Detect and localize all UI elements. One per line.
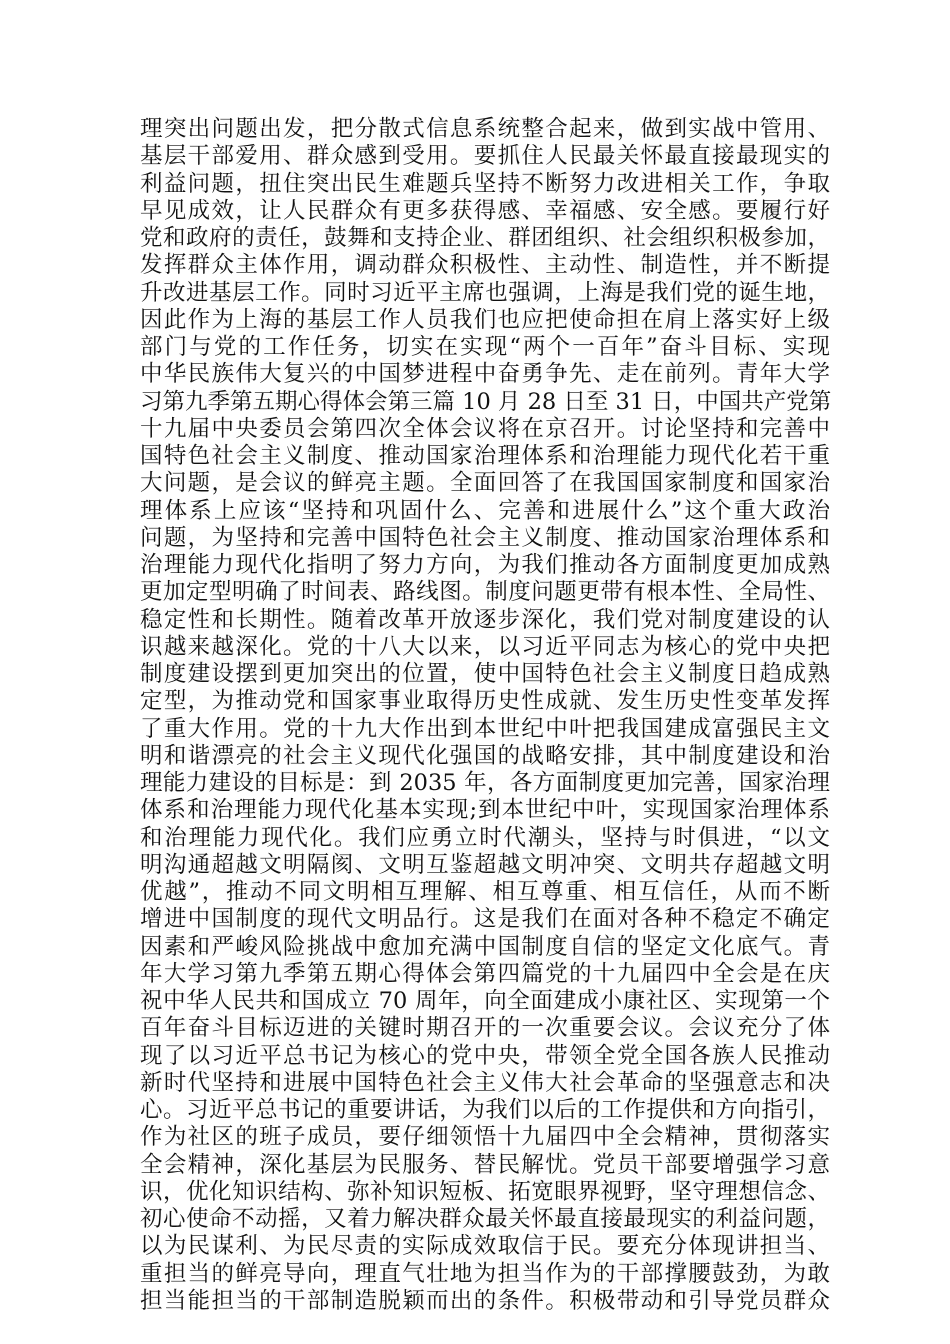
text-line: 基层干部爱用、群众感到受用。要抓住人民最关怀最直接最现实的: [140, 143, 830, 170]
text-line: 制度建设摆到更加突出的位置，使中国特色社会主义制度日趋成熟: [140, 661, 830, 687]
text-line: 国特色社会主义制度、推动国家治理体系和治理能力现代化若干重: [140, 443, 830, 469]
text-line: 识，优化知识结构、弥补知识短板、拓宽眼界视野，坚守理想信念、: [140, 1178, 830, 1205]
text-line: 问题，为坚持和完善中国特色社会主义制度、推动国家治理体系和: [140, 524, 830, 551]
text-line: 明和谐漂亮的社会主义现代化强国的战略安排，其中制度建设和治: [140, 742, 830, 769]
text-line: 更加定型明确了时间表、路线图。制度问题更带有根本性、全局性、: [140, 579, 830, 606]
text-line: 稳定性和长期性。随着改革开放逐步深化，我们党对制度建设的认: [140, 606, 830, 633]
text-line: 全会精神，深化基层为民服务、替民解忧。党员干部要增强学习意: [140, 1151, 830, 1178]
text-line: 以为民谋利、为民尽责的实际成效取信于民。要充分体现讲担当、: [140, 1233, 830, 1260]
text-line: 治理能力现代化指明了努力方向，为我们推动各方面制度更加成熟: [140, 552, 830, 578]
text-line: 现了以习近平总书记为核心的党中央，带领全党全国各族人民推动: [140, 1042, 830, 1069]
text-line: 理突出问题出发，把分散式信息系统整合起来，做到实战中管用、: [140, 116, 830, 142]
text-line: 年大学习第九季第五期心得体会第四篇党的十九届四中全会是在庆: [140, 960, 830, 987]
text-line: 体系和治理能力现代化基本实现;到本世纪中叶，实现国家治理体系: [140, 797, 830, 824]
text-line: 因素和严峻风险挑战中愈加充满中国制度自信的坚定文化底气。青: [140, 933, 830, 960]
text-line: 因此作为上海的基层工作人员我们也应把使命担在肩上落实好上级: [140, 306, 830, 333]
text-line: 增进中国制度的现代文明品行。这是我们在面对各种不稳定不确定: [140, 906, 830, 933]
text-line: 心。习近平总书记的重要讲话，为我们以后的工作提供和方向指引，: [140, 1097, 830, 1123]
text-line: 祝中华人民共和国成立 70 周年，向全面建成小康社区、实现第一个: [140, 988, 830, 1014]
text-line: 部门与党的工作任务，切实在实现“两个一百年”奋斗目标、实现: [140, 334, 830, 360]
text-line: 了重大作用。党的十九大作出到本世纪中叶把我国建成富强民主文: [140, 715, 830, 742]
body-text: [140, 116, 830, 1315]
text-line: 优越”，推动不同文明相互理解、相互尊重、相互信任，从而不断: [140, 879, 830, 905]
text-line: 利益问题，扭住突出民生难题兵坚持不断努力改进相关工作，争取: [140, 170, 830, 197]
text-line: 作为社区的班子成员，要仔细领悟十九届四中全会精神，贯彻落实: [140, 1124, 830, 1151]
text-line: 早见成效，让人民群众有更多获得感、幸福感、安全感。要履行好: [140, 197, 830, 224]
text-line: 明沟通超越文明隔阂、文明互鉴超越文明冲突、文明共存超越文明: [140, 851, 830, 878]
text-line: 担当能担当的干部制造脱颖而出的条件。积极带动和引导党员群众: [140, 1287, 830, 1314]
text-line: 重担当的鲜亮导向，理直气壮地为担当作为的干部撑腰鼓劲，为敢: [140, 1260, 830, 1287]
text-line: 初心使命不动摇，又着力解决群众最关怀最直接最现实的利益问题，: [140, 1206, 830, 1232]
text-line: 百年奋斗目标迈进的关键时期召开的一次重要会议。会议充分了体: [140, 1015, 830, 1042]
text-line: 和治理能力现代化。我们应勇立时代潮头，坚持与时俱进，“以文: [140, 824, 830, 851]
text-line: 理体系上应该“坚持和巩固什么、完善和进展什么”这个重大政治: [140, 497, 830, 524]
text-line: 大问题，是会议的鲜亮主题。全面回答了在我国国家制度和国家治: [140, 470, 830, 497]
text-line: 定型，为推动党和国家事业取得历史性成就、发生历史性变革发挥: [140, 688, 830, 715]
text-line: 识越来越深化。党的十八大以来，以习近平同志为核心的党中央把: [140, 633, 830, 660]
text-line: 中华民族伟大复兴的中国梦进程中奋勇争先、走在前列。青年大学: [140, 361, 830, 388]
text-line: 党和政府的责任，鼓舞和支持企业、群团组织、社会组织积极参加，: [140, 225, 830, 251]
text-line: 理能力建设的目标是：到 2035 年，各方面制度更加完善，国家治理: [140, 770, 830, 796]
text-line: 升改进基层工作。同时习近平主席也强调，上海是我们党的诞生地，: [140, 279, 830, 306]
text-line: 新时代坚持和进展中国特色社会主义伟大社会革命的坚强意志和决: [140, 1069, 830, 1096]
text-line: 习第九季第五期心得体会第三篇 10 月 28 日至 31 日，中国共产党第: [140, 388, 832, 415]
text-line: 十九届中央委员会第四次全体会议将在京召开。讨论坚持和完善中: [140, 415, 830, 442]
text-line: 发挥群众主体作用，调动群众积极性、主动性、制造性，并不断提: [140, 252, 830, 279]
